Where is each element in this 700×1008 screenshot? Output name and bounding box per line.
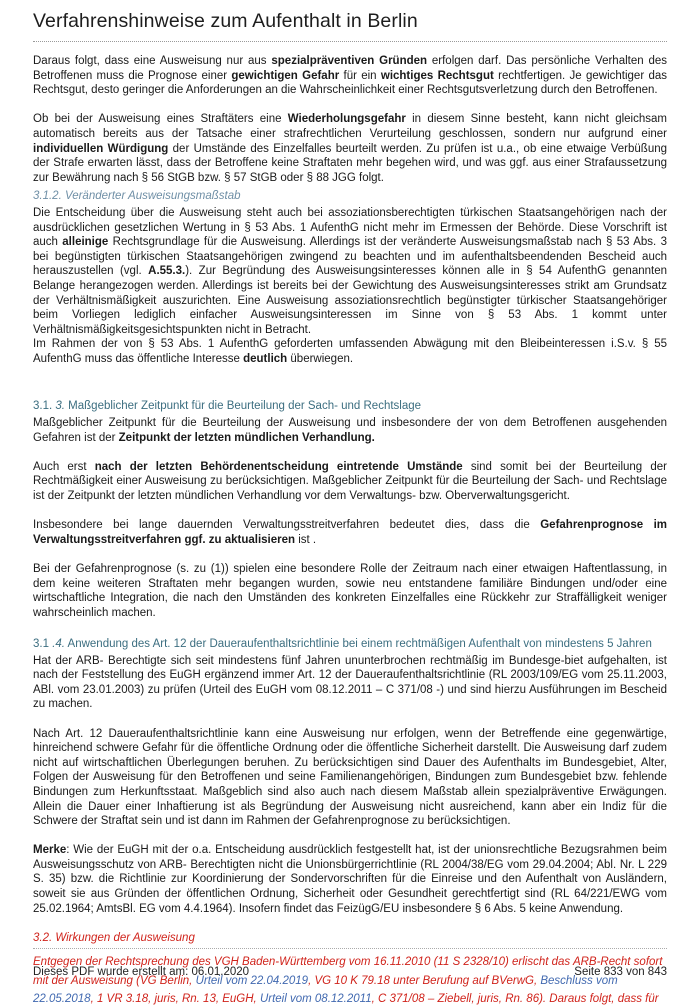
bold-text: individuellen Würdigung	[33, 142, 169, 155]
text-run: Entgegen der Rechtsprechung des VGH Baden-Württemberg vom 16.11.2010 (11 S 2328/10) erlischt das ARB-Recht sofort mit der Ausweisung (VG Berlin,	[33, 956, 663, 987]
text-run: Ob bei der Ausweisung eines Straftäters eine	[33, 113, 288, 126]
reference-link[interactable]: Beschluss vom 22.05.2018	[33, 974, 618, 1006]
subsection-heading-3-1-2: 3.1.2. Veränderter Ausweisungsmaßstab	[33, 190, 241, 203]
section-heading-3-1-4: 3.1 .4. Anwendung des Art. 12 der Daueraufenthaltsrichtlinie bei einem rechtmäßigen Aufenthalt von mindestens 5 Jahren	[33, 637, 652, 650]
text-run: in diesem Sinne besteht, kann nicht gleichsam automatisch bereits aus der Tatsache einer strafrechtlichen Verurteilung geschlossen, sondern nur aufgrund einer	[33, 113, 667, 140]
page-footer	[33, 966, 667, 978]
text-run: Maßgeblicher Zeitpunkt für die Beurteilung der Ausweisung und insbesondere der von dem Betroffenen ausgehenden Gefahren ist der	[33, 417, 667, 444]
paragraph	[33, 337, 667, 366]
bold-text: nach der letzten Behördenentscheidung eintretende Umstände	[94, 460, 463, 473]
reference-link[interactable]: Urteil vom 22.04.2019	[195, 974, 309, 987]
text-run: für ein	[339, 69, 381, 82]
text-run: sind somit bei der Beurteilung der Rechtmäßigkeit einer Ausweisung zu berücksichtigen. Maßgeblicher Zeitpunkt für die Beurteilung der Sach- und Rechtslage ist der Zeitpunkt der letzten mündlichen Verhandlung vor dem Verwaltungs- bzw. Oberverwaltungsgericht.	[33, 460, 667, 503]
paragraph	[33, 518, 667, 547]
page-header	[33, 10, 667, 42]
paragraph	[33, 112, 667, 185]
bold-text: Merke	[33, 844, 67, 857]
text-run: erfolgen darf. Das persönliche Verhalten des Betroffenen muss die Prognose einer	[33, 55, 667, 82]
text-run: ). Zur Begründung des Ausweisungsinteresses können alle in § 54 AufenthG genannten Belange herangezogen werden. Allerdings ist bereits bei der Gewichtung des Ausweisungsinteresses strikt am Grundsatz der Verhältnismäßigkeit auszurichten. Eine Ausweisung assoziationsrechtlich begünstigter türkischer Staatsangehöriger beim Vorliegen lediglich einfacher Ausweisungsinteressen im Sinne von § 53 Abs. 1 kommt unter Verhältnismäßigkeitsgesichtspunkten nicht in Betracht.	[33, 265, 668, 336]
paragraph	[33, 562, 667, 620]
page-number: Seite 833 von 843	[574, 966, 667, 978]
created-date: Dieses PDF wurde erstellt am: 06.01.2020	[33, 966, 250, 978]
text-run: , 1 VR 3.18, juris, Rn. 13, EuGH,	[90, 993, 260, 1006]
document-body	[33, 54, 667, 1008]
text-run: Nach Art. 12 Daueraufenthaltsrichtlinie kann eine Ausweisung nur erfolgen, wenn der Betreffende eine gegenwärtige, hinreichend schwere Gefahr für die öffentliche Ordnung oder die öffentliche Sicherheit darstellt. Die Ausweisung darf zudem nicht auf wirtschaftlichen Überlegungen beruhen. Zu berücksichtigen sind Dauer des Aufenthalts im Bundesgebiet, Alter, Folgen der Ausweisung für den Betroffenen und seine Familienangehörigen, Bindungen zum Bundesgebiet bzw. fehlende Bindungen zum Herkunftsstaat. Maßgeblich sind also auch nach diesem Maßstab allein spezialpräventive Erwägungen. Allein die Dauer einer Inhaftierung ist als Begründung der Ausweisung nicht ausreichend, kann aber ein Indiz für die Schwere der Straftat sein und ist dann im Rahmen der Gefahrenprognose zu berücksichtigen.	[33, 727, 667, 828]
editorial-note	[33, 953, 667, 1008]
merke-paragraph	[33, 843, 667, 916]
bold-text: spezialpräventiven Gründen	[271, 55, 428, 67]
text-run: überwiegen.	[287, 352, 354, 365]
text-run: Daraus folgt, dass eine Ausweisung nur aus	[33, 55, 272, 67]
text-run: der Umstände des Einzelfalles beurteilt werden. Zu prüfen ist u.a., ob eine etwaige Verbüßung der Strafe erwarten lässt, dass der Betroffene keine Straftaten mehr begehen wird, und was ggf. aus einer Strafaussetzung zur Bewährung nach § 56 StGB bzw. § 57 StGB oder § 88 JGG folgt.	[33, 142, 668, 184]
page-title: Verfahrenshinweise zum Aufenthalt in Berlin	[33, 10, 418, 32]
bold-text: Zeitpunkt der letzten mündlichen Verhandlung.	[118, 431, 375, 444]
paragraph	[33, 54, 667, 98]
bold-text: gewichtigen Gefahr	[231, 69, 340, 82]
text-run: , VG 10 K 79.18 unter Berufung auf BVerwG,	[308, 974, 541, 987]
text-run: ist .	[295, 533, 317, 546]
paragraph	[33, 654, 667, 712]
text-run: Rechtsgrundlage für die Ausweisung. Allerdings ist der veränderte Ausweisungsmaßstab nach § 53 Abs. 3 bei begünstigten türkischen Staatsangehörigen zwingend zu beachten und im aufenthaltsbeendenden Bescheid auch herauszustellen (vgl.	[33, 236, 667, 278]
paragraph	[33, 460, 667, 504]
text-run: Hat der ARB- Berechtigte sich seit mindestens fünf Jahren ununterbrochen rechtmäßig im Bundesge-biet aufgehalten, ist nach der Feststellung des EuGH ergänzend immer Art. 12 der Daueraufenthaltsrichtlinie (RL 2003/109/EG vom 25.11.2003, ABl. vom 23.01.2003) zu prüfen (Urteil des EuGH vom 08.12.2011 – C 371/08 -) und sind hierzu Ausführungen im Bescheid zu machen.	[33, 654, 667, 711]
paragraph	[33, 206, 667, 337]
text-run: Auch erst	[33, 460, 95, 473]
section-heading-3-1-3: 3.1. 3. Maßgeblicher Zeitpunkt für die Beurteilung der Sach- und Rechtslage	[33, 400, 422, 413]
reference-link[interactable]: Urteil vom 08.12.2011	[259, 993, 372, 1006]
text-run: rechtfertigen. Je gewichtiger das Rechtsgut, desto geringer die Anforderungen an die Wahrscheinlichkeit einer Rechtsgutsverletzung durch den Betroffenen.	[33, 69, 667, 97]
paragraph	[33, 727, 667, 829]
bold-text: alleinige	[62, 236, 109, 249]
text-run: Bei der Gefahrenprognose (s. zu (1)) spielen eine besondere Rolle der Zeitraum nach einer etwaigen Haftentlassung, in dem keine weiteren Straftaten mehr begangen wurden, sowie neu entstandene familiäre Bindungen und/oder eine wirtschaftliche Integration, die nach den Umständen des konkreten Einzelfalles eine Rückkehr zur Straffälligkeit weniger wahrscheinlich machen.	[33, 563, 667, 619]
text-run: : Wie der EuGH mit der o.a. Entscheidung ausdrücklich festgestellt hat, ist der unionsrechtliche Bezugsrahmen beim Ausweisungsschutz von ARB- Berechtigten nicht die Unionsbürgerrichtlinie (RL 2004/38/EG vom 29.04.2004; Abl. Nr. L 229 S. 35) bzw. die Richtlinie zur Koordinierung der Sondervorschriften für die Einreise und den Aufenthalt von Ausländern, soweit sie aus Gründen der öffentlichen Ordnung, Sicherheit oder Gesundheit gerechtfertigt sind (RL 64/221/EWG vom 25.02.1964; AmtsBl. EG vom 4.4.1964). Insofern findet das FeizügG/EU insbesondere § 6 Abs. 5 keine Anwendung.	[33, 844, 667, 915]
bold-text: A.55.3.	[148, 265, 186, 278]
text-run: , C 371/08 – Ziebell, juris, Rn. 86). Daraus folgt, dass für	[371, 993, 659, 1006]
bold-text: deutlich	[243, 352, 288, 365]
bold-text: wichtiges Rechtsgut	[380, 69, 494, 82]
text-run: Die Entscheidung über die Ausweisung steht auch bei assoziationsberechtigten türkischen Staatsangehörigen nach der ausdrücklichen gesetzlichen Wertung in § 53 Abs. 1 AufenthG nicht mehr im Ermessen der Behörde. Diese Vorschrift ist auch	[33, 206, 667, 249]
section-heading-3-2: 3.2. Wirkungen der Ausweisung	[33, 931, 667, 950]
text-run: Im Rahmen der von § 53 Abs. 1 AufenthG geforderten umfassenden Abwägung mit den Bleibeinteressen i.S.v. § 55 AufenthG muss das öffentliche Interesse	[33, 338, 667, 365]
bold-text: Gefahrenprognose im Verwaltungsstreitverfahren ggf. zu aktualisieren	[33, 519, 667, 546]
text-run: Insbesondere bei lange dauernden Verwaltungsstreitverfahren bedeutet dies, dass die	[33, 519, 541, 532]
bold-text: Wiederholungsgefahr	[287, 113, 406, 126]
paragraph	[33, 416, 667, 445]
